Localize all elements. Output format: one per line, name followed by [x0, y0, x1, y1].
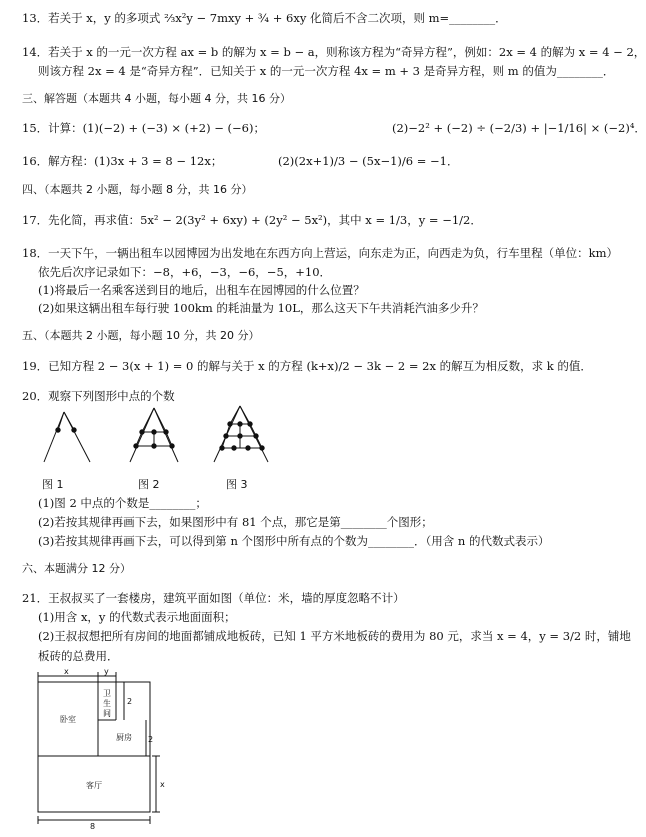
question-18-line-2: 依先后次序记录如下：−8，+6，−3，−6，−5，+10． — [38, 265, 332, 279]
q20-figures — [30, 404, 290, 494]
question-19: 19．已知方程 2 − 3(x + 1) = 0 的解与关于 x 的方程 (k+x)/2 − 3k − 2 = 2x 的解互为相反数，求 k 的值． — [22, 359, 592, 373]
plan-dim-x-right: x — [160, 780, 165, 789]
floor-plan — [26, 668, 176, 830]
question-21-line-3: (2)王叔叔想把所有房间的地面都铺成地板砖，已知 1 平方米地板砖的费用为 80 元，求当 x = 4，y = 3/2 时，铺地 — [38, 629, 631, 643]
question-18-line-4: (2)如果这辆出租车每行驶 100km 的耗油量为 10L，那么这天下午共消耗汽油多少升？ — [38, 301, 484, 315]
plan-dim-x-top: x — [64, 667, 69, 676]
plan-bath-1: 卫 — [103, 689, 111, 698]
plan-dim-y-top: y — [104, 667, 109, 676]
plan-bath-2: 生 — [103, 699, 111, 708]
plan-dim-2-a: 2 — [127, 697, 133, 706]
question-14-line-2: 则该方程 2x = 4 是“奇异方程”．已知关于 x 的一元一次方程 4x = m + 3 是奇异方程，则 m 的值为________． — [38, 64, 615, 78]
figure-3-label: 图 3 — [226, 478, 248, 491]
plan-bath-3: 间 — [103, 709, 111, 718]
question-14-line-1: 14．若关于 x 的一元一次方程 ax = b 的解为 x = b − a，则称该方程为“奇异方程”，例如：2x = 4 的解为 x = 4 − 2， — [22, 45, 646, 59]
question-13: 13．若关于 x，y 的多项式 ⅔x²y − 7mxy + ¾ + 6xy 化简后不含二次项，则 m=________． — [22, 11, 507, 25]
plan-kitchen: 厨房 — [116, 733, 132, 742]
question-21-line-2: (1)用含 x，y 的代数式表示地面面积； — [38, 610, 236, 624]
question-16-part-2: (2)(2x+1)/3 − (5x−1)/6 = −1． — [278, 154, 459, 168]
question-16-part-1: 16．解方程：(1)3x + 3 = 8 − 12x； — [22, 154, 223, 168]
figure-2-label: 图 2 — [138, 478, 160, 491]
section-6-heading: 六、本题满分 12 分） — [22, 562, 131, 575]
plan-living: 客厅 — [86, 781, 102, 790]
question-20-part-1: (1)图 2 中点的个数是________； — [38, 496, 207, 510]
question-20-part-3: (3)若按其规律再画下去，可以得到第 n 个图形中所有点的个数为________．（用含 n 的代数式表示） — [38, 534, 550, 548]
question-18-line-3: (1)将最后一名乘客送到目的地后，出租车在园博园的什么位置？ — [38, 283, 365, 297]
question-21-line-1: 21．王叔叔买了一套楼房，建筑平面如图（单位：米，墙的厚度忽略不计） — [22, 591, 405, 605]
question-21-line-4: 板砖的总费用． — [38, 649, 119, 663]
figure-3 — [214, 406, 268, 491]
section-4-heading: 四、（本题共 2 小题，每小题 8 分，共 16 分） — [22, 183, 253, 196]
figure-1-label: 图 1 — [42, 478, 64, 491]
question-15-part-1: 15．计算：(1)(−2) + (−3) × (+2) − (−6)； — [22, 121, 265, 135]
question-17: 17．先化简，再求值：5x² − 2(3y² + 6xy) + (2y² − 5x²)，其中 x = 1/3，y = −1/2． — [22, 213, 482, 227]
figure-1 — [42, 412, 90, 491]
plan-bedroom: 卧室 — [60, 715, 76, 724]
question-18-line-1: 18．一天下午，一辆出租车以园博园为出发地在东西方向上营运，向东走为正，向西走为负，行车里程（单位：km） — [22, 246, 619, 260]
section-3-heading: 三、解答题（本题共 4 小题，每小题 4 分，共 16 分） — [22, 92, 291, 105]
plan-dim-8: 8 — [90, 822, 96, 831]
figure-2 — [130, 408, 178, 491]
section-5-heading: 五、（本题共 2 小题，每小题 10 分，共 20 分） — [22, 329, 260, 342]
plan-dim-2-b: 2 — [148, 735, 154, 744]
question-20: 20．观察下列图形中点的个数 — [22, 389, 175, 403]
question-20-part-2: (2)若按其规律再画下去，如果图形中有 81 个点，那它是第________个图形； — [38, 515, 433, 529]
question-15-part-2: (2)−2² + (−2) ÷ (−2/3) + |−1/16| × (−2)⁴． — [392, 121, 646, 135]
